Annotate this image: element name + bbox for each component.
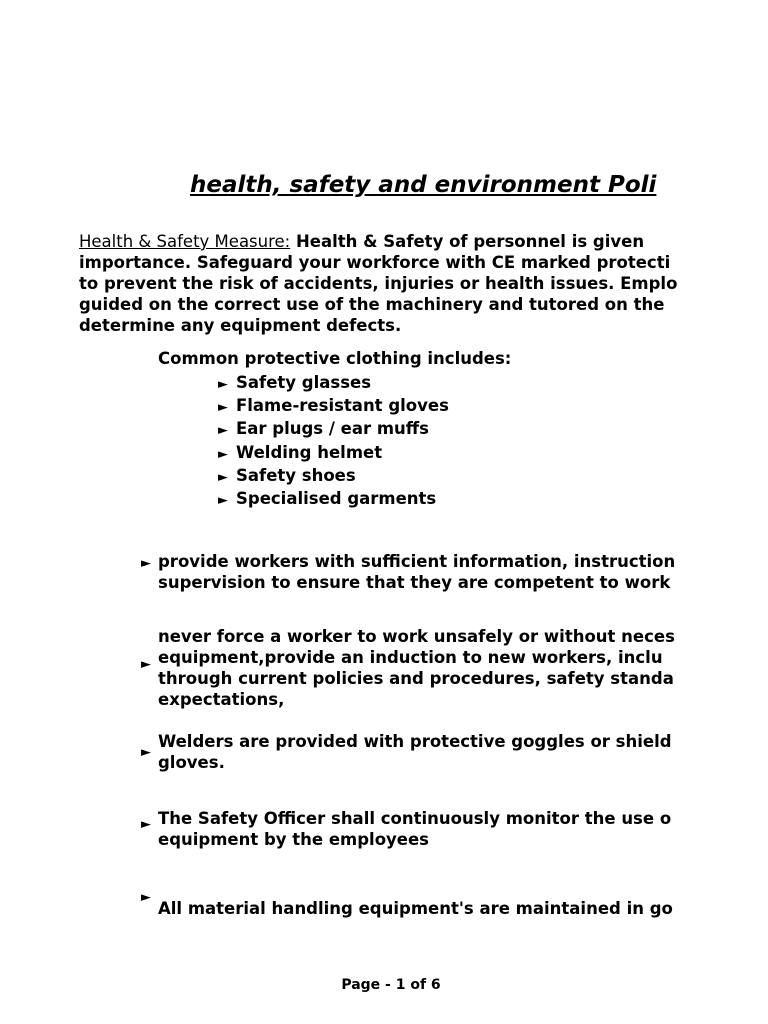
intro-paragraph — [79, 231, 703, 336]
policy-bullet-item — [158, 551, 703, 593]
clothing-list — [218, 371, 449, 510]
policy-bullet-item — [158, 626, 703, 710]
arrow-bullet-icon: ► — [218, 446, 228, 462]
arrow-bullet-icon: ► — [218, 492, 228, 508]
clothing-item — [218, 441, 449, 464]
intro-line-4: guided on the correct use of the machinery and tutored on the — [79, 295, 665, 314]
clothing-item-label: Safety glasses — [236, 373, 372, 392]
arrow-bullet-icon: ► — [141, 890, 151, 905]
bullet-line: The Safety Officer shall continuously monitor the use o — [158, 809, 672, 828]
clothing-item-label: Flame-resistant gloves — [236, 396, 449, 416]
bullet-line: through current policies and procedures, safety standa — [158, 669, 674, 688]
bullet-line: expectations, — [158, 690, 285, 709]
intro-lead-heading: Health & Safety Measure: — [79, 232, 291, 251]
clothing-heading: Common protective clothing includes: — [158, 349, 512, 368]
bullet-line: gloves. — [158, 753, 225, 772]
clothing-item-label: Welding helmet — [236, 442, 383, 462]
bullet-line: supervision to ensure that they are competent to work — [158, 573, 671, 592]
bullet-line: equipment by the employees — [158, 830, 430, 849]
page-number: Page - 1 of 6 — [341, 977, 441, 993]
intro-line-5: determine any equipment defects. — [79, 316, 402, 335]
intro-line-2: importance. Safeguard your workforce with CE marked protecti — [79, 253, 671, 272]
clothing-item-label: Specialised garments — [236, 488, 437, 508]
policy-title: health, safety and environment Poli — [190, 172, 657, 198]
policy-bullet-item — [158, 898, 703, 919]
bullet-line: Welders are provided with protective goggles or shield — [158, 732, 672, 751]
bullet-line: All material handling equipment's are maintained in go — [158, 899, 673, 918]
arrow-bullet-icon: ► — [218, 400, 228, 416]
arrow-bullet-icon: ► — [141, 556, 151, 571]
arrow-bullet-icon: ► — [218, 469, 228, 485]
clothing-item — [218, 371, 449, 394]
policy-bullet-item — [158, 808, 703, 850]
clothing-item — [218, 417, 449, 440]
intro-line-1-text: Health & Safety of personnel is given — [290, 232, 645, 251]
bullet-line: equipment,provide an induction to new workers, inclu — [158, 648, 663, 667]
arrow-bullet-icon: ► — [218, 423, 228, 439]
clothing-item — [218, 464, 449, 487]
clothing-item-label: Ear plugs / ear muffs — [236, 419, 429, 439]
arrow-bullet-icon: ► — [141, 745, 151, 760]
policy-bullet-item — [158, 731, 703, 773]
intro-line-3: to prevent the risk of accidents, injuries or health issues. Emplo — [79, 274, 678, 293]
arrow-bullet-icon: ► — [141, 657, 151, 672]
arrow-bullet-icon: ► — [218, 377, 228, 392]
bullet-line: provide workers with sufficient information, instruction — [158, 552, 676, 571]
bullet-line: never force a worker to work unsafely or without neces — [158, 627, 675, 646]
intro-line-1 — [79, 231, 703, 252]
arrow-bullet-icon: ► — [141, 817, 151, 832]
clothing-item — [218, 487, 449, 510]
clothing-item-label: Safety shoes — [236, 465, 356, 485]
clothing-item — [218, 394, 449, 417]
